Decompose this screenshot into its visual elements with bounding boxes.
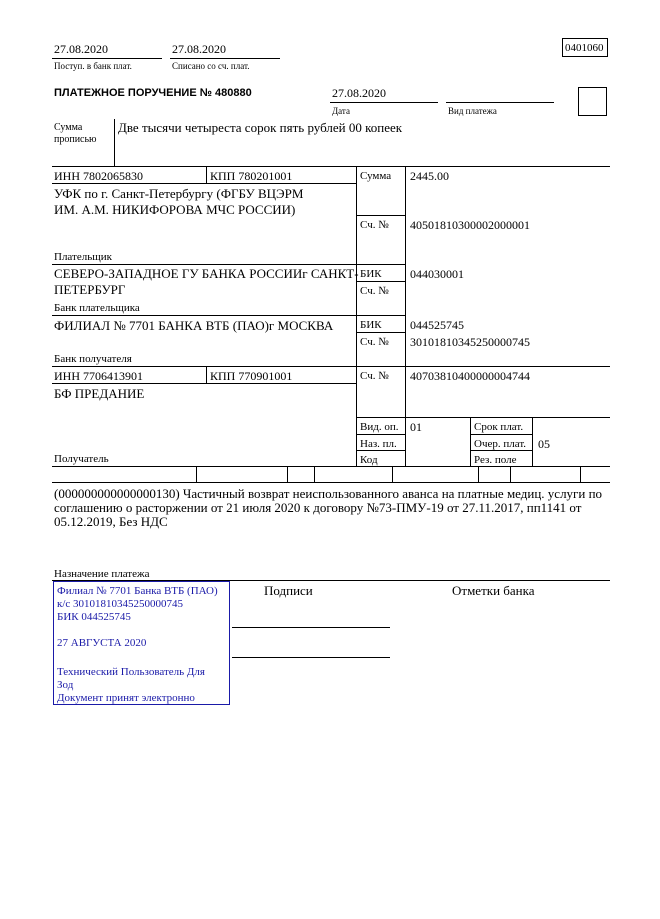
divider	[52, 264, 405, 265]
purpose-line-3: 05.12.2019, Без НДС	[54, 514, 168, 529]
divider	[206, 366, 207, 383]
page-title: ПЛАТЕЖНОЕ ПОРУЧЕНИЕ № 480880	[54, 87, 252, 99]
stamp-line-4: 27 АВГУСТА 2020	[57, 637, 147, 649]
bank-marks-label: Отметки банка	[452, 583, 535, 598]
divider	[52, 366, 610, 367]
stamp-line-3: БИК 044525745	[57, 611, 131, 623]
payer-account: 40501810300002000001	[410, 218, 530, 232]
divider	[356, 215, 405, 216]
divider	[356, 166, 357, 466]
stamp-line-1: Филиал № 7701 Банка ВТБ (ПАО)	[57, 585, 218, 597]
date-received-label: Поступ. в банк плат.	[54, 61, 132, 71]
stamp-line-7: Документ принят электронно	[57, 692, 195, 704]
payee-inn: ИНН 7706413901	[54, 369, 143, 383]
payee-account: 40703810400000004744	[410, 369, 530, 383]
payee-label: Получатель	[54, 453, 109, 465]
amount-words-value: Две тысячи четыреста сорок пять рублей 00 копеек	[118, 120, 403, 135]
date-debited-label: Списано со сч. плат.	[172, 61, 250, 71]
payer-bank-name-1: СЕВЕРО-ЗАПАДНОЕ ГУ БАНКА РОССИИг САНКТ-	[54, 266, 359, 281]
divider	[52, 315, 405, 316]
code-label: Код	[360, 454, 378, 466]
divider	[392, 466, 393, 482]
priority-value: 05	[538, 437, 550, 451]
divider	[52, 482, 610, 483]
form-code-box	[562, 38, 608, 57]
divider	[356, 332, 405, 333]
divider	[52, 466, 610, 467]
op-type-label: Вид. оп.	[360, 421, 399, 433]
amount-words-label-2: прописью	[54, 134, 97, 145]
payer-bank-bik: 044030001	[410, 267, 464, 281]
divider	[114, 119, 115, 166]
payer-bank-account-label: Сч. №	[360, 285, 389, 297]
payee-bank-bik-label: БИК	[360, 319, 382, 331]
divider	[470, 417, 471, 466]
amount-value: 2445.00	[410, 169, 449, 183]
stamp-line-2: к/с 30101810345250000745	[57, 598, 184, 610]
divider	[196, 466, 197, 482]
divider	[532, 417, 533, 466]
payer-kpp: КПП 780201001	[210, 169, 293, 183]
amount-label: Сумма	[360, 170, 392, 182]
payee-kpp: КПП 770901001	[210, 369, 293, 383]
purpose-line-1: (000000000000000130) Частичный возврат неиспользованного аванса на платные медиц. услуги по	[54, 486, 603, 501]
divider	[510, 466, 511, 482]
order-date-label: Дата	[332, 106, 350, 116]
stamp-line-6: Зод	[57, 679, 74, 691]
divider	[52, 58, 162, 59]
payer-name-1: УФК по г. Санкт-Петербургу (ФГБУ ВЦЭРМ	[54, 186, 304, 201]
divider	[446, 102, 554, 103]
payee-bank-bik: 044525745	[410, 318, 464, 332]
signature-line-1	[232, 627, 390, 628]
payer-inn: ИНН 7802065830	[54, 169, 143, 183]
due-date-label: Срок плат.	[474, 421, 524, 433]
divider	[405, 166, 406, 466]
payer-bank-bik-label: БИК	[360, 268, 382, 280]
payee-name: БФ ПРЕДАНИЕ	[54, 386, 145, 401]
purpose-line-2: соглашению о расторжении от 21 июля 2020 к договору №73-ПМУ-19 от 27.11.2017, пп1141 от	[54, 500, 582, 515]
divider	[287, 466, 288, 482]
divider	[356, 417, 610, 418]
divider	[330, 102, 438, 103]
purpose-code-label: Наз. пл.	[360, 438, 397, 450]
divider	[356, 281, 405, 282]
purpose-label: Назначение платежа	[54, 568, 150, 580]
form-code: 0401060	[565, 42, 604, 54]
order-date: 27.08.2020	[332, 86, 386, 100]
divider	[170, 58, 280, 59]
date-received: 27.08.2020	[54, 42, 108, 56]
divider	[580, 466, 581, 482]
divider	[52, 183, 356, 184]
payee-bank-account-label: Сч. №	[360, 336, 389, 348]
bank-stamp	[53, 581, 230, 705]
payer-name-2: ИМ. А.М. НИКИФОРОВА МЧС РОССИИ)	[54, 202, 296, 217]
payer-bank-name-2: ПЕТЕРБУРГ	[54, 282, 126, 297]
divider	[314, 466, 315, 482]
divider	[52, 166, 610, 167]
signatures-label: Подписи	[264, 583, 313, 598]
reserve-field-label: Рез. поле	[474, 454, 517, 466]
divider	[356, 434, 405, 435]
signature-line-2	[232, 657, 390, 658]
divider	[206, 166, 207, 183]
op-type-value: 01	[410, 420, 422, 434]
divider	[52, 383, 356, 384]
payer-bank-label: Банк плательщика	[54, 302, 140, 314]
date-debited: 27.08.2020	[172, 42, 226, 56]
stamp-line-5: Технический Пользователь Для	[57, 666, 205, 678]
payment-type-box	[578, 87, 607, 116]
payment-type-label: Вид платежа	[448, 106, 497, 116]
divider	[470, 434, 532, 435]
payee-bank-account: 30101810345250000745	[410, 335, 530, 349]
payee-bank-label: Банк получателя	[54, 353, 132, 365]
payee-bank-name: ФИЛИАЛ № 7701 БАНКА ВТБ (ПАО)г МОСКВА	[54, 318, 334, 333]
divider	[478, 466, 479, 482]
payer-label: Плательщик	[54, 251, 112, 263]
payee-account-label: Сч. №	[360, 370, 389, 382]
priority-label: Очер. плат.	[474, 438, 527, 450]
amount-words-label-1: Сумма	[54, 122, 83, 133]
payer-account-label: Сч. №	[360, 219, 389, 231]
